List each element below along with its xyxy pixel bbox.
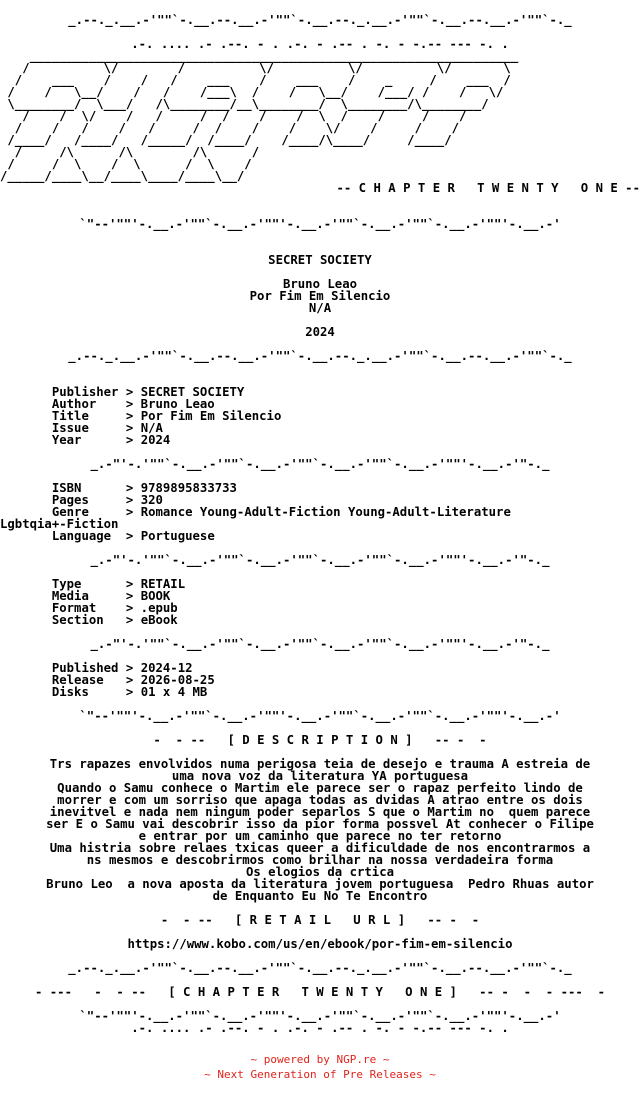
wave-divider: `"--'""'-.__.-'""`-.__.-'""'-.__.-'""`-.__.-'""`-.__.-'""'-.__.-' [79,1009,561,1023]
description-line: uma nova voz da literatura YA portuguesa [171,769,469,783]
header-year: 2024 [305,325,335,339]
info-key: Type [51,577,82,591]
info-row: Published > 2024-12 [51,661,193,675]
info-key: Format [51,601,97,615]
info-row: Release > 2026-08-25 [51,673,215,687]
info-row: Title > Por Fim Em Silencio [51,409,282,423]
logo-line: / /\ /\ /\ / [0,145,260,159]
info-row: ISBN > 9789895833733 [51,481,237,495]
logo-line: \________/ \___/ /\________/__\________/ \________/\________/ [0,97,489,111]
info-key: Title [51,409,89,423]
info-row: Section > eBook [51,613,178,627]
info-value: 2024-12 [140,661,193,675]
info-key: Year [51,433,82,447]
logo-line: /____/ /____/ /_____/ /____/ /____/\____/ /____/ [0,133,452,147]
info-key: Published [51,661,119,675]
description-line: Quando o Samu conhece o Martim ele parece ser o rapaz perfeito lindo de [57,781,583,795]
info-key: Author [51,397,97,411]
description-heading: - - -- [ D E S C R I P T I O N ] -- - - [153,733,487,747]
info-value: .epub [140,601,178,615]
info-key: Issue [51,421,89,435]
info-value-wrap: Lgbtqia+-Fiction [0,517,119,531]
retail-url-link[interactable]: https://www.kobo.com/us/en/ebook/por-fim-em-silencio [127,937,513,951]
wave-divider: `"--'""'-.__.-'""`-.__.-'""'-.__.-'""`-.__.-'""`-.__.-'""'-.__.-' [79,217,561,231]
header-author: Bruno Leao [282,277,358,291]
morse-line: .-. .... .- .--. - . .-. - .-- . -. - -.-- --- -. . [131,1021,509,1035]
info-key: Release [51,673,104,687]
section-separator: _.-"'-.'""`-.__.-'""`-.__.-'""`-.__.-'""`-.__.-'""'-.__.-'"-._ [90,637,550,651]
logo-line: / / \ / \ / \ / [0,157,252,171]
logo-line: / / \__/ / / /___\ / / \__/ /___/ / / \/ [0,85,504,99]
description-line: ser E o Samu vai descobrir isso da pior forma possvel At conhecer o Filipe [46,817,594,831]
info-row: Publisher > SECRET SOCIETY [51,385,245,399]
description-line: morrer e com um sorriso que apaga todas as dvidas A atrao entre os dois [57,793,583,807]
info-row: Genre > Romance Young-Adult-Fiction Young-Adult-Literature [51,505,511,519]
logo-line: / ___ / / / ___ / ___ / _ / ___ / [0,73,511,87]
info-key: Language [51,529,112,543]
section-separator: _.-"'-.'""`-.__.-'""`-.__.-'""`-.__.-'""`-.__.-'""'-.__.-'"-._ [90,553,550,567]
info-row: Format > .epub [51,601,178,615]
info-row: Pages > 320 [51,493,163,507]
info-key: Publisher [51,385,119,399]
section-separator: _.-"'-.'""`-.__.-'""`-.__.-'""`-.__.-'""`-.__.-'""'-.__.-'"-._ [90,457,550,471]
logo-line: / / / / / / / / / \/ / / / [0,121,460,135]
info-value: Por Fim Em Silencio [140,409,282,423]
info-row: Language > Portuguese [51,529,215,543]
info-block-dates [0,662,640,698]
chapter-side-label: -- C H A P T E R T W E N T Y O N E -- [336,181,640,195]
morse-line: .-. .... .- .--. - . .-. - .-- . -. - -.-- --- -. . [131,37,509,51]
info-row: Disks > 01 x 4 MB [51,685,208,699]
footer [0,1052,640,1082]
wave-divider: _.--._.__.-'""`-.__.--.__.-'""`-.__.--._.__.-'""`-.__.--.__.-'""`-._ [68,349,572,363]
info-value: BOOK [140,589,171,603]
description-line: Uma histria sobre relaes txicas queer a dificuldade de nos encontrarmos a [49,841,591,855]
header-issue: N/A [308,301,332,315]
info-value: RETAIL [140,577,186,591]
info-value: 2026-08-25 [140,673,215,687]
wave-divider: _.--._.__.-'""`-.__.--.__.-'""`-.__.--._.__.-'""`-.__.--.__.-'""`-._ [68,961,572,975]
info-value: eBook [140,613,178,627]
description-line: ns mesmos e descobrirmos como brilhar na nossa verdadeira forma [86,853,554,867]
info-row: Issue > N/A [51,421,163,435]
nfo-document [0,14,640,1034]
info-value: Portuguese [140,529,215,543]
closing-chapter-banner: - --- - - -- [ C H A P T E R T W E N T Y O N E ] -- - - - --- - [34,985,606,999]
wave-divider: _.--._.__.-'""`-.__.--.__.-'""`-.__.--._.__.-'""`-.__.--.__.-'""`-._ [68,13,572,27]
retail-url-heading: - - -- [ R E T A I L U R L ] -- - - [160,913,480,927]
tagline-label: ~ Next Generation of Pre Releases ~ [204,1068,436,1081]
description-line: Os elogios da crtica [245,865,395,879]
description-line: Trs rapazes envolvidos numa perigosa teia de desejo e trauma A estreia de [49,757,591,771]
logo-line: / \/ / \/ \/ \/ \ [0,61,511,75]
wave-divider: `"--'""'-.__.-'""`-.__.-'""'-.__.-'""`-.__.-'""`-.__.-'""'-.__.-' [79,709,561,723]
info-row: Media > BOOK [51,589,171,603]
description-line: Bruno Leo a nova aposta da literatura jovem portuguesa Pedro Rhuas autor [46,877,594,891]
info-block-book [0,482,640,542]
info-key: Section [51,613,104,627]
ascii-logo [0,50,640,182]
info-value: 9789895833733 [140,481,237,495]
info-key: ISBN [51,481,82,495]
group-name: SECRET SOCIETY [268,253,372,267]
info-row: Year > 2024 [51,433,171,447]
info-row: Author > Bruno Leao [51,397,215,411]
info-value: SECRET SOCIETY [140,385,245,399]
info-key: Disks [51,685,89,699]
info-block-release [0,386,640,446]
info-key: Pages [51,493,89,507]
info-value: Bruno Leao [140,397,215,411]
info-value: 2024 [140,433,171,447]
powered-by-label: ~ powered by NGP.re ~ [250,1053,390,1066]
description-line: de Enquanto Eu No Te Encontro [212,889,428,903]
info-block-media [0,578,640,626]
description-line: e entrar por um caminho que parece no ter retorno [138,829,502,843]
logo-line: __________________________________________________________________ [0,49,519,63]
logo-line: / / \/ / / / / / / \ / / / / [0,109,467,123]
header-title: Por Fim Em Silencio [249,289,391,303]
description-body [0,758,640,902]
info-value: Romance Young-Adult-Fiction Young-Adult-Literature [140,505,511,519]
info-key: Genre [51,505,89,519]
info-value: 01 x 4 MB [140,685,208,699]
info-key: Media [51,589,89,603]
info-value: N/A [140,421,163,435]
logo-line: /_____/____\__/____\____/____\__/ [0,169,245,183]
info-row: Type > RETAIL [51,577,186,591]
description-line: inevitvel e nada nem ningum poder separlos S que o Martim no quem parece [49,805,591,819]
info-value: 320 [140,493,163,507]
